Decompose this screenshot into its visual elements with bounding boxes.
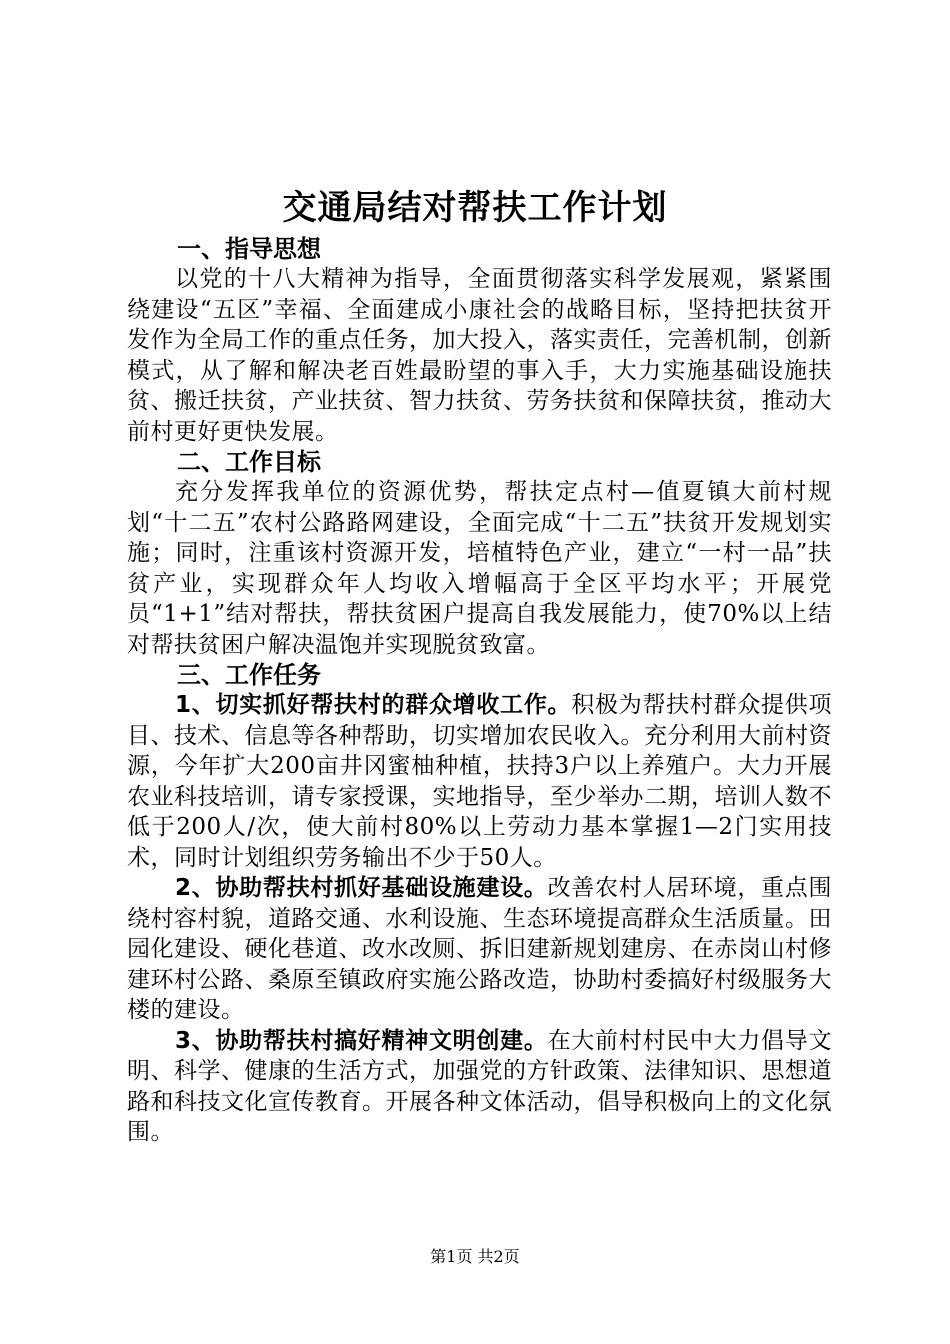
section-3-paragraph-1	[127, 690, 832, 873]
paragraph-lead: 2、协助帮扶村抓好基础设施建设。	[175, 875, 548, 901]
page-title: 交通局结对帮扶工作计划	[282, 188, 668, 228]
section-heading-1: 一、指导思想	[177, 235, 321, 263]
section-heading-3: 三、工作任务	[177, 661, 321, 689]
paragraph-text: 积极为帮扶村群众提供项目、技术、信息等各种帮助，切实增加农民收入。充分利用大前村资源，今年扩大200亩井冈蜜柚种植，扶持3户以上养殖户。大力开展农业科技培训，请专家授课，实地指导，至少举办二期，培训人数不低于200人/次，使大前村80%以上劳动力基本掌握1—2门实用技术，同时计划组织劳务输出不少于50人。	[127, 692, 832, 871]
paragraph-text: 改善农村人居环境，重点围绕村容村貌，道路交通、水利设施、生态环境提高群众生活质量。田园化建设、硬化巷道、改水改厕、拆旧建新规划建房、在赤岗山村修建环村公路、桑原至镇政府实施公路改造，协助村委搞好村级服务大楼的建设。	[127, 875, 833, 1023]
page-footer: 第1页 共2页	[430, 1247, 520, 1266]
section-3-paragraph-3	[127, 1026, 832, 1148]
section-3-paragraph-2	[127, 873, 832, 1026]
document-body	[127, 234, 832, 1148]
paragraph-text: 以党的十八大精神为指导，全面贯彻落实科学发展观，紧紧围绕建设“五区”幸福、全面建成小康社会的战略目标，坚持把扶贫开发作为全局工作的重点任务，加大投入，落实责任，完善机制，创新模式，从了解和解决老百姓最盼望的事入手，大力实施基础设施扶贫、搬迁扶贫，产业扶贫、智力扶贫、劳务扶贫和保障扶贫，推动大前村更好更快发展。	[127, 266, 832, 445]
paragraph-lead: 1、切实抓好帮扶村的群众增收工作。	[175, 692, 572, 718]
section-1-paragraph-1	[127, 264, 832, 447]
section-heading-2: 二、工作目标	[177, 448, 321, 476]
paragraph-lead: 3、协助帮扶村搞好精神文明创建。	[175, 1027, 548, 1054]
section-2-paragraph-1	[127, 477, 832, 660]
paragraph-text: 在大前村村民中大力倡导文明、科学、健康的生活方式，加强党的方针政策、法律知识、思想道路和科技文化宣传教育。开展各种文体活动，倡导积极向上的文化氛围。	[127, 1027, 833, 1145]
paragraph-text: 充分发挥我单位的资源优势，帮扶定点村—值夏镇大前村规划“十二五”农村公路路网建设，全面完成“十二五”扶贫开发规划实施；同时，注重该村资源开发，培植特色产业，建立“一村一品”扶贫产业，实现群众年人均收入增幅高于全区平均水平；开展党员“1+1”结对帮扶，帮扶贫困户提高自我发展能力，使70%以上结对帮扶贫困户解决温饱并实现脱贫致富。	[127, 479, 832, 658]
